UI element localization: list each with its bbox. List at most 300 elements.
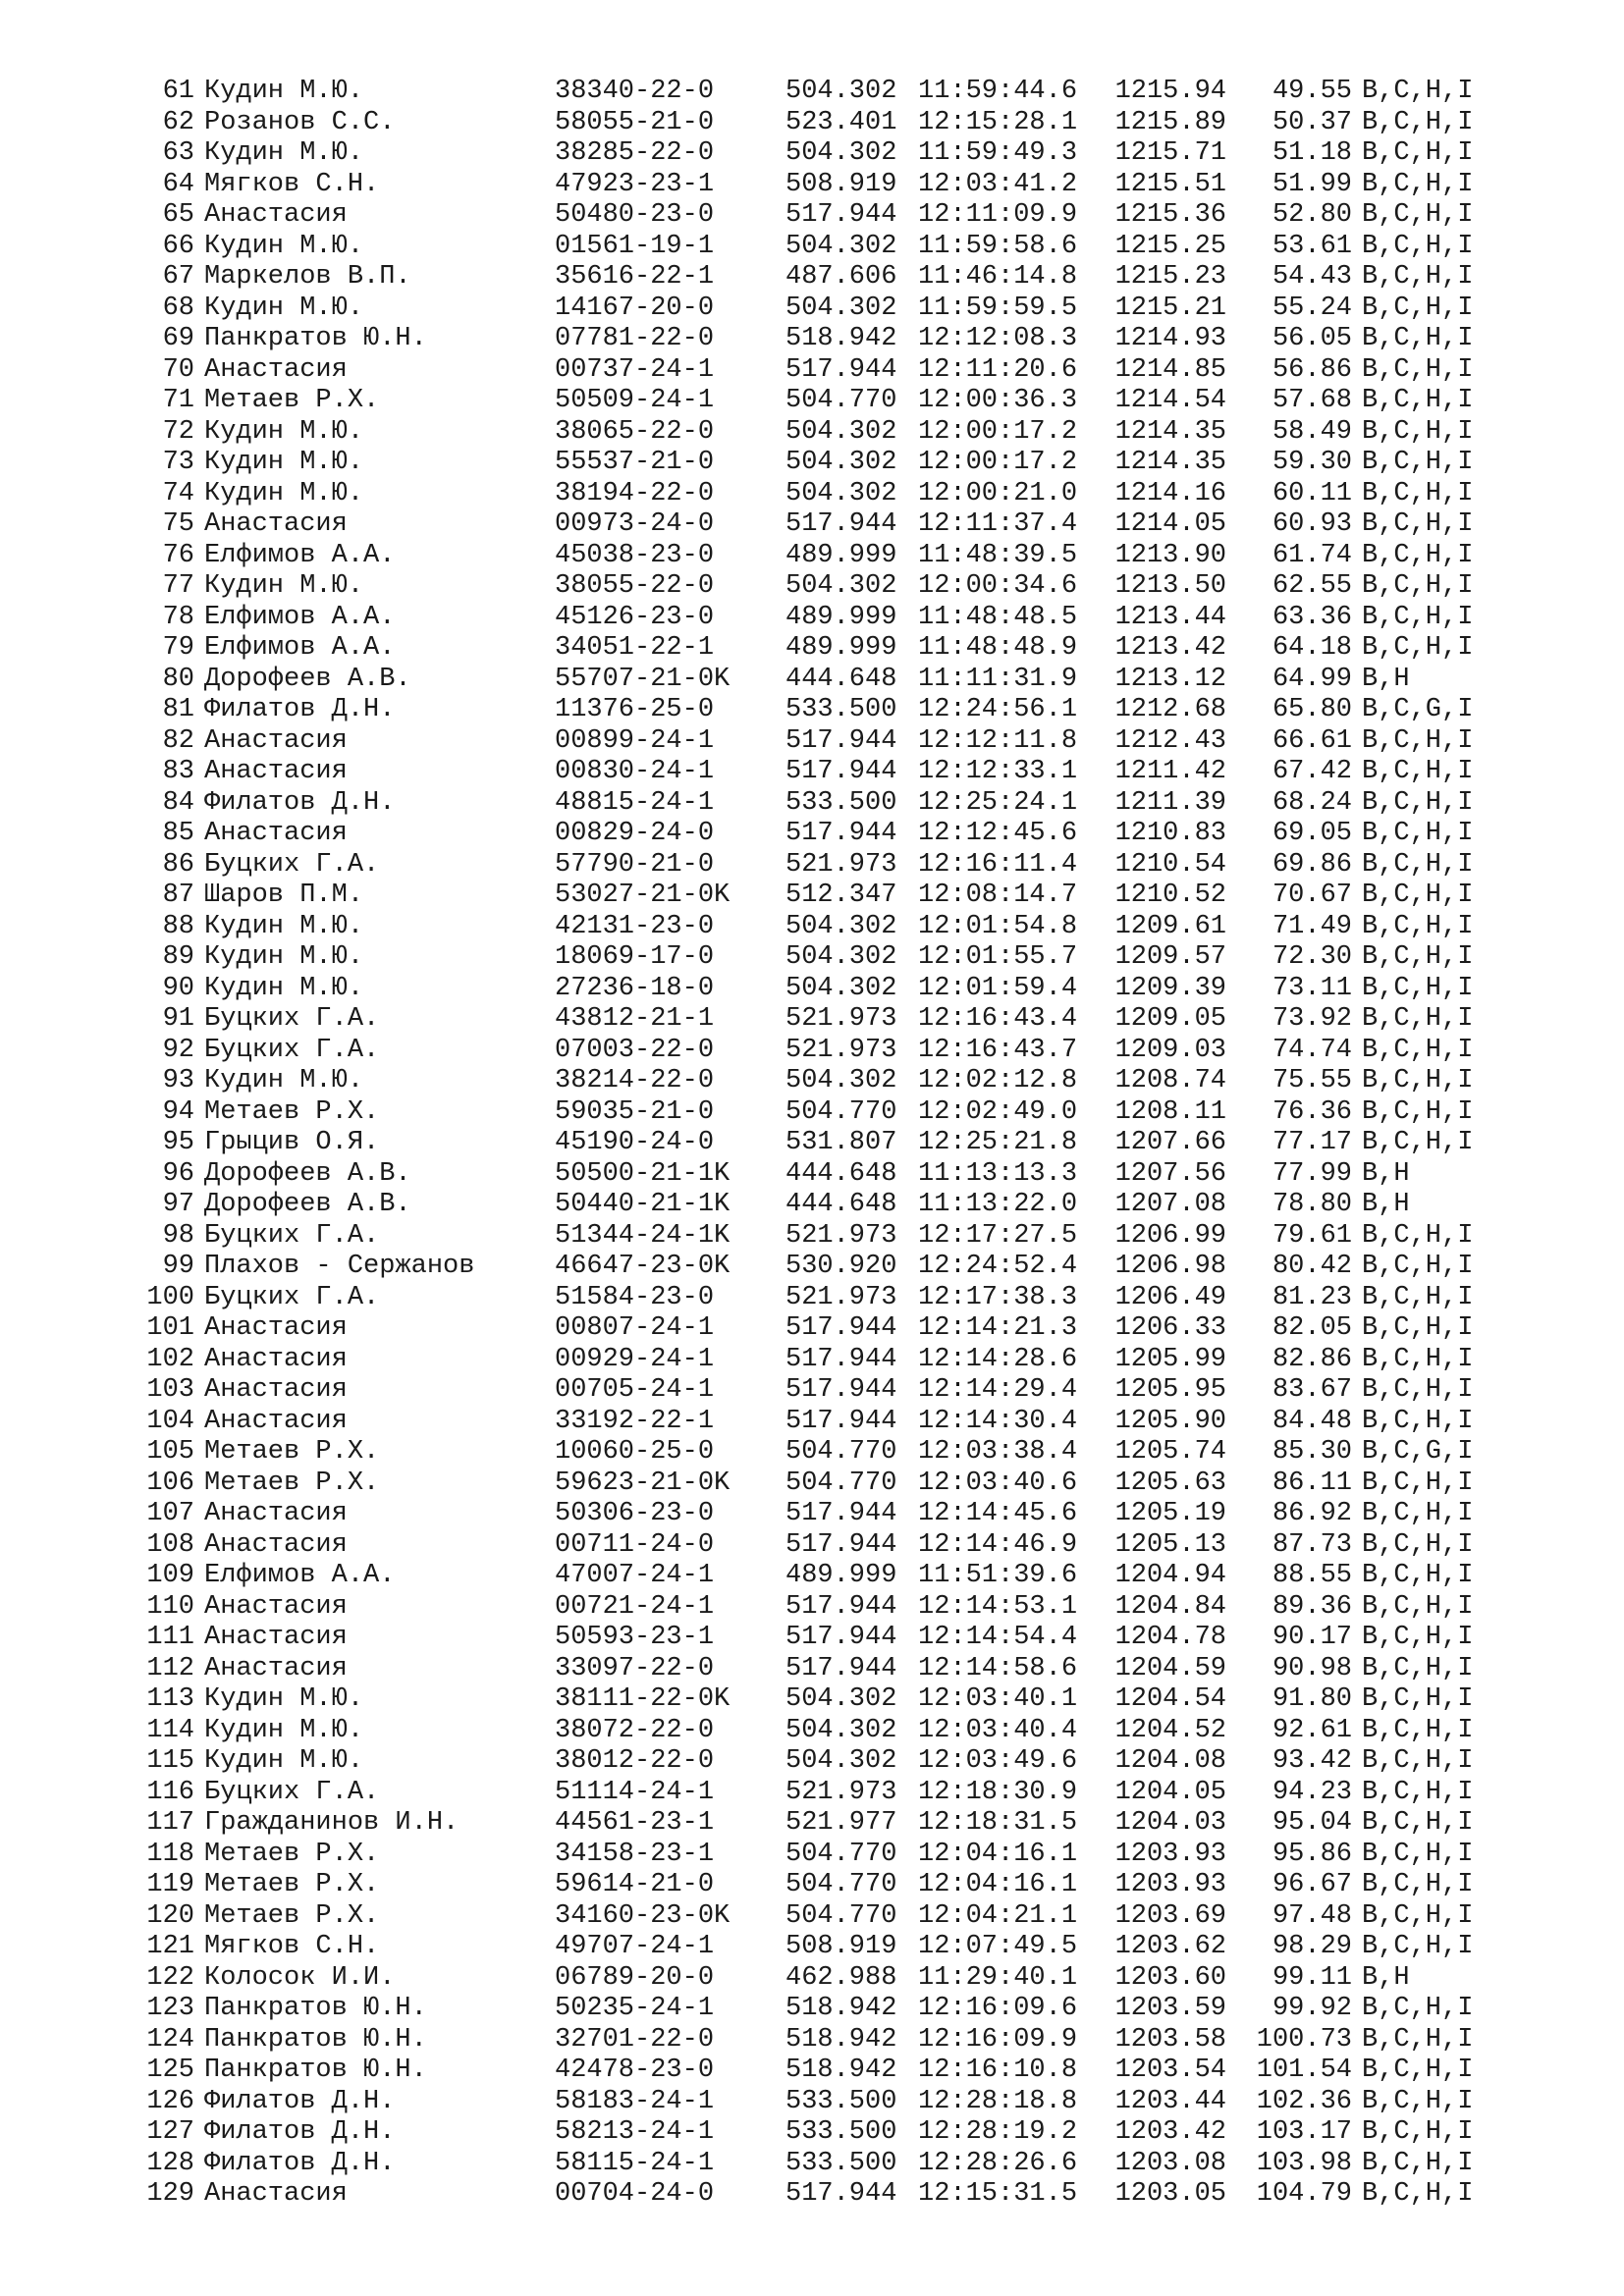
fancier-name-cell: Буцких Г.А. xyxy=(204,1777,380,1807)
distance-cell: 504.302 xyxy=(785,478,897,508)
fancier-name-cell: Метаев Р.Х. xyxy=(204,1900,380,1931)
rank-cell: 106 xyxy=(146,1468,194,1498)
ring-number-cell: 10060-25-0 xyxy=(555,1437,715,1467)
fancier-name-cell: Розанов С.С. xyxy=(204,107,396,137)
classes-cell: B,C,H,I xyxy=(1362,942,1474,972)
speed-cell: 1205.99 xyxy=(1114,1344,1226,1374)
arrival-time-cell: 12:18:30.9 xyxy=(918,1777,1078,1807)
rank-cell: 93 xyxy=(162,1066,194,1095)
arrival-time-cell: 12:07:49.5 xyxy=(918,1932,1078,1961)
arrival-time-cell: 12:03:49.6 xyxy=(918,1746,1078,1776)
fancier-name-cell: Метаев Р.Х. xyxy=(204,1096,380,1127)
fancier-name-cell: Кудин М.Ю. xyxy=(204,571,364,601)
points-cell: 57.68 xyxy=(1272,386,1352,415)
rank-cell: 104 xyxy=(146,1406,194,1436)
distance-cell: 504.770 xyxy=(785,386,897,415)
speed-cell: 1211.42 xyxy=(1114,757,1226,786)
arrival-time-cell: 12:11:20.6 xyxy=(918,354,1078,385)
distance-cell: 489.999 xyxy=(785,602,897,632)
ring-number-cell: 50593-23-1 xyxy=(555,1623,715,1652)
arrival-time-cell: 11:13:22.0 xyxy=(918,1190,1078,1219)
distance-cell: 504.302 xyxy=(785,571,897,601)
speed-cell: 1203.44 xyxy=(1114,2086,1226,2116)
points-cell: 87.73 xyxy=(1272,1529,1352,1560)
rank-cell: 92 xyxy=(162,1035,194,1065)
speed-cell: 1205.63 xyxy=(1114,1468,1226,1498)
speed-cell: 1204.08 xyxy=(1114,1746,1226,1776)
arrival-time-cell: 12:08:14.7 xyxy=(918,881,1078,910)
classes-cell: B,H xyxy=(1362,664,1410,694)
arrival-time-cell: 12:00:36.3 xyxy=(918,386,1078,415)
distance-cell: 517.944 xyxy=(785,1529,897,1560)
distance-cell: 504.770 xyxy=(785,1468,897,1498)
classes-cell: B,C,H,I xyxy=(1362,1004,1474,1034)
rank-cell: 119 xyxy=(146,1870,194,1899)
rank-cell: 96 xyxy=(162,1158,194,1189)
ring-number-cell: 00721-24-1 xyxy=(555,1591,715,1622)
ring-number-cell: 38072-22-0 xyxy=(555,1715,715,1745)
ring-number-cell: 00829-24-0 xyxy=(555,819,715,848)
arrival-time-cell: 12:01:59.4 xyxy=(918,973,1078,1003)
rank-cell: 83 xyxy=(162,757,194,786)
distance-cell: 504.770 xyxy=(785,1870,897,1899)
distance-cell: 444.648 xyxy=(785,1190,897,1219)
classes-cell: B,C,H,I xyxy=(1362,1994,1474,2023)
classes-cell: B,C,H,I xyxy=(1362,478,1474,508)
points-cell: 90.98 xyxy=(1272,1653,1352,1683)
fancier-name-cell: Дорофеев А.В. xyxy=(204,1158,411,1189)
speed-cell: 1215.51 xyxy=(1114,169,1226,199)
classes-cell: B,C,H,I xyxy=(1362,725,1474,756)
arrival-time-cell: 12:16:09.6 xyxy=(918,1994,1078,2023)
speed-cell: 1215.94 xyxy=(1114,77,1226,106)
classes-cell: B,C,H,I xyxy=(1362,1128,1474,1157)
classes-cell: B,C,H,I xyxy=(1362,138,1474,168)
fancier-name-cell: Филатов Д.Н. xyxy=(204,695,396,724)
rank-cell: 127 xyxy=(146,2117,194,2147)
speed-cell: 1203.62 xyxy=(1114,1932,1226,1961)
ring-number-cell: 55707-21-0K xyxy=(555,664,731,694)
points-cell: 91.80 xyxy=(1272,1684,1352,1714)
rank-cell: 80 xyxy=(162,664,194,694)
speed-cell: 1209.05 xyxy=(1114,1004,1226,1034)
speed-cell: 1215.71 xyxy=(1114,138,1226,168)
ring-number-cell: 45038-23-0 xyxy=(555,540,715,570)
distance-cell: 521.973 xyxy=(785,1220,897,1251)
points-cell: 70.67 xyxy=(1272,881,1352,910)
points-cell: 98.29 xyxy=(1272,1932,1352,1961)
rank-cell: 123 xyxy=(146,1994,194,2023)
points-cell: 77.17 xyxy=(1272,1128,1352,1157)
points-cell: 104.79 xyxy=(1256,2179,1352,2209)
ring-number-cell: 00704-24-0 xyxy=(555,2179,715,2209)
classes-cell: B,C,H,I xyxy=(1362,757,1474,786)
speed-cell: 1214.35 xyxy=(1114,448,1226,477)
points-cell: 52.80 xyxy=(1272,200,1352,230)
points-cell: 94.23 xyxy=(1272,1777,1352,1807)
speed-cell: 1204.54 xyxy=(1114,1684,1226,1714)
distance-cell: 504.302 xyxy=(785,77,897,106)
speed-cell: 1203.54 xyxy=(1114,2056,1226,2085)
rank-cell: 82 xyxy=(162,725,194,756)
arrival-time-cell: 12:14:45.6 xyxy=(918,1499,1078,1528)
speed-cell: 1204.03 xyxy=(1114,1808,1226,1838)
classes-cell: B,C,H,I xyxy=(1362,1715,1474,1745)
speed-cell: 1210.54 xyxy=(1114,849,1226,880)
fancier-name-cell: Мягков С.Н. xyxy=(204,1932,380,1961)
ring-number-cell: 00705-24-1 xyxy=(555,1375,715,1405)
speed-cell: 1203.69 xyxy=(1114,1900,1226,1931)
speed-cell: 1206.49 xyxy=(1114,1282,1226,1312)
speed-cell: 1212.43 xyxy=(1114,725,1226,756)
fancier-name-cell: Буцких Г.А. xyxy=(204,1220,380,1251)
speed-cell: 1214.85 xyxy=(1114,354,1226,385)
classes-cell: B,C,H,I xyxy=(1362,787,1474,818)
points-cell: 69.86 xyxy=(1272,849,1352,880)
arrival-time-cell: 12:11:09.9 xyxy=(918,200,1078,230)
points-cell: 75.55 xyxy=(1272,1066,1352,1095)
points-cell: 83.67 xyxy=(1272,1375,1352,1405)
speed-cell: 1205.13 xyxy=(1114,1529,1226,1560)
distance-cell: 504.770 xyxy=(785,1839,897,1869)
rank-cell: 112 xyxy=(146,1653,194,1683)
ring-number-cell: 38111-22-0K xyxy=(555,1684,731,1714)
distance-cell: 521.973 xyxy=(785,849,897,880)
ring-number-cell: 58183-24-1 xyxy=(555,2086,715,2116)
points-cell: 102.36 xyxy=(1256,2086,1352,2116)
speed-cell: 1206.33 xyxy=(1114,1313,1226,1343)
fancier-name-cell: Анастасия xyxy=(204,1344,348,1374)
rank-cell: 63 xyxy=(162,138,194,168)
fancier-name-cell: Кудин М.Ю. xyxy=(204,231,364,261)
ring-number-cell: 58115-24-1 xyxy=(555,2148,715,2178)
ring-number-cell: 11376-25-0 xyxy=(555,695,715,724)
arrival-time-cell: 12:00:17.2 xyxy=(918,416,1078,447)
speed-cell: 1209.57 xyxy=(1114,942,1226,972)
rank-cell: 100 xyxy=(146,1282,194,1312)
ring-number-cell: 57790-21-0 xyxy=(555,849,715,880)
points-cell: 97.48 xyxy=(1272,1900,1352,1931)
speed-cell: 1214.35 xyxy=(1114,416,1226,447)
distance-cell: 444.648 xyxy=(785,664,897,694)
ring-number-cell: 42131-23-0 xyxy=(555,911,715,941)
rank-cell: 68 xyxy=(162,293,194,323)
classes-cell: B,C,H,I xyxy=(1362,1220,1474,1251)
rank-cell: 87 xyxy=(162,881,194,910)
points-cell: 84.48 xyxy=(1272,1406,1352,1436)
classes-cell: B,C,H,I xyxy=(1362,231,1474,261)
rank-cell: 65 xyxy=(162,200,194,230)
distance-cell: 517.944 xyxy=(785,1591,897,1622)
distance-cell: 504.770 xyxy=(785,1437,897,1467)
classes-cell: B,C,H,I xyxy=(1362,1406,1474,1436)
rank-cell: 129 xyxy=(146,2179,194,2209)
points-cell: 60.93 xyxy=(1272,509,1352,539)
fancier-name-cell: Плахов - Сержанов xyxy=(204,1252,475,1281)
ring-number-cell: 42478-23-0 xyxy=(555,2056,715,2085)
fancier-name-cell: Анастасия xyxy=(204,1313,348,1343)
ring-number-cell: 59614-21-0 xyxy=(555,1870,715,1899)
points-cell: 62.55 xyxy=(1272,571,1352,601)
fancier-name-cell: Метаев Р.Х. xyxy=(204,1437,380,1467)
points-cell: 63.36 xyxy=(1272,602,1352,632)
points-cell: 81.23 xyxy=(1272,1282,1352,1312)
ring-number-cell: 45126-23-0 xyxy=(555,602,715,632)
distance-cell: 504.770 xyxy=(785,1096,897,1127)
arrival-time-cell: 11:48:48.5 xyxy=(918,602,1078,632)
rank-cell: 88 xyxy=(162,911,194,941)
ring-number-cell: 50500-21-1K xyxy=(555,1158,731,1189)
fancier-name-cell: Филатов Д.Н. xyxy=(204,2086,396,2116)
fancier-name-cell: Грыцив О.Я. xyxy=(204,1128,380,1157)
classes-cell: B,C,H,I xyxy=(1362,1529,1474,1560)
ring-number-cell: 38214-22-0 xyxy=(555,1066,715,1095)
arrival-time-cell: 12:14:28.6 xyxy=(918,1344,1078,1374)
classes-cell: B,C,G,I xyxy=(1362,1437,1474,1467)
points-cell: 49.55 xyxy=(1272,77,1352,106)
distance-cell: 533.500 xyxy=(785,2086,897,2116)
distance-cell: 518.942 xyxy=(785,324,897,353)
classes-cell: B,C,H,I xyxy=(1362,819,1474,848)
speed-cell: 1206.99 xyxy=(1114,1220,1226,1251)
classes-cell: B,C,H,I xyxy=(1362,1313,1474,1343)
speed-cell: 1210.83 xyxy=(1114,819,1226,848)
classes-cell: B,C,H,I xyxy=(1362,354,1474,385)
distance-cell: 517.944 xyxy=(785,200,897,230)
speed-cell: 1203.59 xyxy=(1114,1994,1226,2023)
rank-cell: 115 xyxy=(146,1746,194,1776)
points-cell: 53.61 xyxy=(1272,231,1352,261)
arrival-time-cell: 12:02:49.0 xyxy=(918,1096,1078,1127)
distance-cell: 517.944 xyxy=(785,1344,897,1374)
speed-cell: 1206.98 xyxy=(1114,1252,1226,1281)
ring-number-cell: 38012-22-0 xyxy=(555,1746,715,1776)
arrival-time-cell: 12:17:27.5 xyxy=(918,1220,1078,1251)
classes-cell: B,C,H,I xyxy=(1362,1066,1474,1095)
arrival-time-cell: 12:14:21.3 xyxy=(918,1313,1078,1343)
distance-cell: 504.302 xyxy=(785,448,897,477)
ring-number-cell: 38065-22-0 xyxy=(555,416,715,447)
arrival-time-cell: 11:46:14.8 xyxy=(918,262,1078,292)
fancier-name-cell: Филатов Д.Н. xyxy=(204,787,396,818)
points-cell: 56.05 xyxy=(1272,324,1352,353)
ring-number-cell: 00899-24-1 xyxy=(555,725,715,756)
fancier-name-cell: Метаев Р.Х. xyxy=(204,1839,380,1869)
distance-cell: 462.988 xyxy=(785,1962,897,1993)
fancier-name-cell: Елфимов А.А. xyxy=(204,540,396,570)
points-cell: 59.30 xyxy=(1272,448,1352,477)
fancier-name-cell: Метаев Р.Х. xyxy=(204,386,380,415)
rank-cell: 105 xyxy=(146,1437,194,1467)
distance-cell: 517.944 xyxy=(785,757,897,786)
ring-number-cell: 51584-23-0 xyxy=(555,1282,715,1312)
speed-cell: 1203.60 xyxy=(1114,1962,1226,1993)
classes-cell: B,C,H,I xyxy=(1362,911,1474,941)
arrival-time-cell: 12:14:53.1 xyxy=(918,1591,1078,1622)
speed-cell: 1204.52 xyxy=(1114,1715,1226,1745)
fancier-name-cell: Анастасия xyxy=(204,2179,348,2209)
arrival-time-cell: 12:03:40.4 xyxy=(918,1715,1078,1745)
distance-cell: 521.973 xyxy=(785,1035,897,1065)
arrival-time-cell: 12:01:55.7 xyxy=(918,942,1078,972)
distance-cell: 504.302 xyxy=(785,1066,897,1095)
points-cell: 67.42 xyxy=(1272,757,1352,786)
points-cell: 78.80 xyxy=(1272,1190,1352,1219)
rank-cell: 116 xyxy=(146,1777,194,1807)
rank-cell: 101 xyxy=(146,1313,194,1343)
points-cell: 56.86 xyxy=(1272,354,1352,385)
distance-cell: 504.302 xyxy=(785,942,897,972)
classes-cell: B,C,H,I xyxy=(1362,1591,1474,1622)
classes-cell: B,C,H,I xyxy=(1362,1839,1474,1869)
classes-cell: B,C,H,I xyxy=(1362,1252,1474,1281)
classes-cell: B,C,H,I xyxy=(1362,973,1474,1003)
classes-cell: B,C,H,I xyxy=(1362,2117,1474,2147)
arrival-time-cell: 12:11:37.4 xyxy=(918,509,1078,539)
fancier-name-cell: Метаев Р.Х. xyxy=(204,1468,380,1498)
points-cell: 76.36 xyxy=(1272,1096,1352,1127)
fancier-name-cell: Анастасия xyxy=(204,509,348,539)
classes-cell: B,C,H,I xyxy=(1362,107,1474,137)
fancier-name-cell: Маркелов В.П. xyxy=(204,262,411,292)
classes-cell: B,C,H,I xyxy=(1362,448,1474,477)
points-cell: 64.99 xyxy=(1272,664,1352,694)
distance-cell: 517.944 xyxy=(785,725,897,756)
speed-cell: 1203.42 xyxy=(1114,2117,1226,2147)
points-cell: 99.11 xyxy=(1272,1962,1352,1993)
distance-cell: 504.302 xyxy=(785,138,897,168)
classes-cell: B,C,H,I xyxy=(1362,1344,1474,1374)
rank-cell: 110 xyxy=(146,1591,194,1622)
arrival-time-cell: 12:16:10.8 xyxy=(918,2056,1078,2085)
fancier-name-cell: Анастасия xyxy=(204,1499,348,1528)
fancier-name-cell: Кудин М.Ю. xyxy=(204,1066,364,1095)
distance-cell: 489.999 xyxy=(785,540,897,570)
arrival-time-cell: 12:17:38.3 xyxy=(918,1282,1078,1312)
speed-cell: 1214.16 xyxy=(1114,478,1226,508)
distance-cell: 504.302 xyxy=(785,416,897,447)
speed-cell: 1209.03 xyxy=(1114,1035,1226,1065)
ring-number-cell: 34158-23-1 xyxy=(555,1839,715,1869)
rank-cell: 121 xyxy=(146,1932,194,1961)
speed-cell: 1213.90 xyxy=(1114,540,1226,570)
ring-number-cell: 45190-24-0 xyxy=(555,1128,715,1157)
points-cell: 79.61 xyxy=(1272,1220,1352,1251)
classes-cell: B,C,G,I xyxy=(1362,695,1474,724)
ring-number-cell: 59623-21-0K xyxy=(555,1468,731,1498)
rank-cell: 62 xyxy=(162,107,194,137)
points-cell: 82.05 xyxy=(1272,1313,1352,1343)
speed-cell: 1208.11 xyxy=(1114,1096,1226,1127)
arrival-time-cell: 12:28:18.8 xyxy=(918,2086,1078,2116)
arrival-time-cell: 11:59:49.3 xyxy=(918,138,1078,168)
points-cell: 58.49 xyxy=(1272,416,1352,447)
distance-cell: 533.500 xyxy=(785,2148,897,2178)
classes-cell: B,C,H,I xyxy=(1362,2179,1474,2209)
rank-cell: 117 xyxy=(146,1808,194,1838)
points-cell: 88.55 xyxy=(1272,1561,1352,1590)
rank-cell: 107 xyxy=(146,1499,194,1528)
fancier-name-cell: Кудин М.Ю. xyxy=(204,1715,364,1745)
fancier-name-cell: Анастасия xyxy=(204,819,348,848)
ring-number-cell: 00711-24-0 xyxy=(555,1529,715,1560)
distance-cell: 504.302 xyxy=(785,1684,897,1714)
classes-cell: B,C,H,I xyxy=(1362,200,1474,230)
rank-cell: 95 xyxy=(162,1128,194,1157)
fancier-name-cell: Панкратов Ю.Н. xyxy=(204,1994,427,2023)
points-cell: 95.86 xyxy=(1272,1839,1352,1869)
speed-cell: 1204.78 xyxy=(1114,1623,1226,1652)
arrival-time-cell: 11:29:40.1 xyxy=(918,1962,1078,1993)
points-cell: 54.43 xyxy=(1272,262,1352,292)
points-cell: 72.30 xyxy=(1272,942,1352,972)
distance-cell: 487.606 xyxy=(785,262,897,292)
speed-cell: 1207.56 xyxy=(1114,1158,1226,1189)
points-cell: 82.86 xyxy=(1272,1344,1352,1374)
classes-cell: B,C,H,I xyxy=(1362,293,1474,323)
fancier-name-cell: Кудин М.Ю. xyxy=(204,416,364,447)
ring-number-cell: 44561-23-1 xyxy=(555,1808,715,1838)
arrival-time-cell: 12:12:08.3 xyxy=(918,324,1078,353)
classes-cell: B,C,H,I xyxy=(1362,324,1474,353)
classes-cell: B,H xyxy=(1362,1158,1410,1189)
arrival-time-cell: 12:00:17.2 xyxy=(918,448,1078,477)
classes-cell: B,C,H,I xyxy=(1362,1499,1474,1528)
distance-cell: 517.944 xyxy=(785,1406,897,1436)
speed-cell: 1213.12 xyxy=(1114,664,1226,694)
speed-cell: 1210.52 xyxy=(1114,881,1226,910)
fancier-name-cell: Колосок И.И. xyxy=(204,1962,396,1993)
points-cell: 77.99 xyxy=(1272,1158,1352,1189)
speed-cell: 1212.68 xyxy=(1114,695,1226,724)
arrival-time-cell: 11:51:39.6 xyxy=(918,1561,1078,1590)
points-cell: 69.05 xyxy=(1272,819,1352,848)
fancier-name-cell: Кудин М.Ю. xyxy=(204,478,364,508)
arrival-time-cell: 11:59:59.5 xyxy=(918,293,1078,323)
classes-cell: B,C,H,I xyxy=(1362,1684,1474,1714)
classes-cell: B,C,H,I xyxy=(1362,169,1474,199)
ring-number-cell: 50509-24-1 xyxy=(555,386,715,415)
distance-cell: 531.807 xyxy=(785,1128,897,1157)
arrival-time-cell: 11:59:58.6 xyxy=(918,231,1078,261)
distance-cell: 504.302 xyxy=(785,293,897,323)
ring-number-cell: 53027-21-0K xyxy=(555,881,731,910)
distance-cell: 504.302 xyxy=(785,231,897,261)
arrival-time-cell: 12:02:12.8 xyxy=(918,1066,1078,1095)
ring-number-cell: 14167-20-0 xyxy=(555,293,715,323)
fancier-name-cell: Кудин М.Ю. xyxy=(204,911,364,941)
classes-cell: B,C,H,I xyxy=(1362,1096,1474,1127)
distance-cell: 521.977 xyxy=(785,1808,897,1838)
ring-number-cell: 07781-22-0 xyxy=(555,324,715,353)
fancier-name-cell: Анастасия xyxy=(204,1653,348,1683)
rank-cell: 118 xyxy=(146,1839,194,1869)
points-cell: 64.18 xyxy=(1272,633,1352,663)
fancier-name-cell: Буцких Г.А. xyxy=(204,849,380,880)
points-cell: 85.30 xyxy=(1272,1437,1352,1467)
points-cell: 71.49 xyxy=(1272,911,1352,941)
fancier-name-cell: Буцких Г.А. xyxy=(204,1282,380,1312)
rank-cell: 91 xyxy=(162,1004,194,1034)
rank-cell: 66 xyxy=(162,231,194,261)
fancier-name-cell: Анастасия xyxy=(204,1591,348,1622)
distance-cell: 504.302 xyxy=(785,1715,897,1745)
ring-number-cell: 00737-24-1 xyxy=(555,354,715,385)
fancier-name-cell: Мягков С.Н. xyxy=(204,169,380,199)
speed-cell: 1209.61 xyxy=(1114,911,1226,941)
speed-cell: 1213.42 xyxy=(1114,633,1226,663)
rank-cell: 120 xyxy=(146,1900,194,1931)
